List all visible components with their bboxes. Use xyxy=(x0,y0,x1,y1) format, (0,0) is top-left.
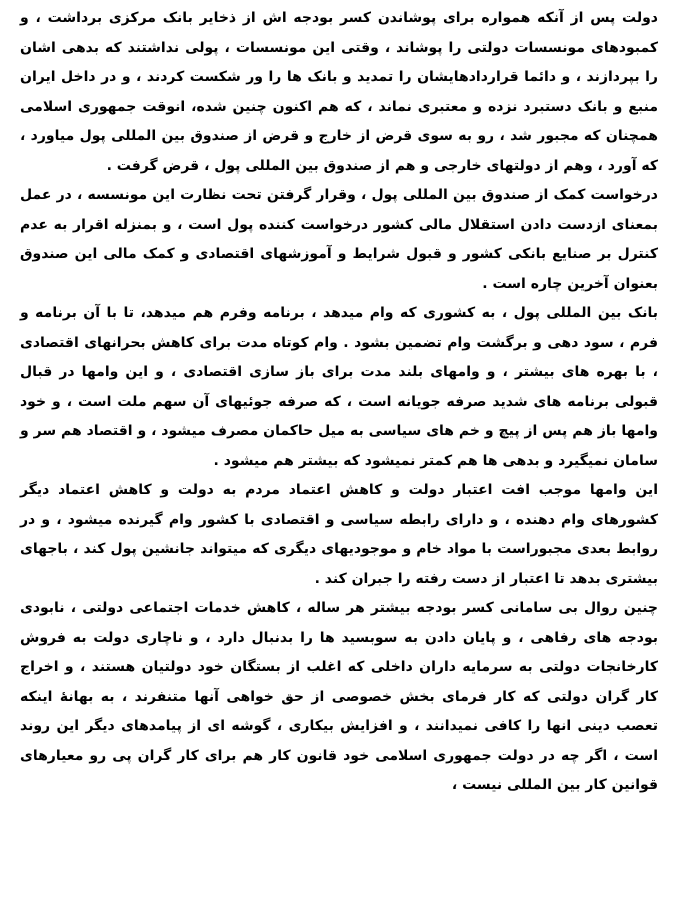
paragraph-2: درخواست کمک از صندوق بین المللی پول ، وقرار گرفتن تحت نظارت این مونسسه ، در عمل بمعنای ازدست دادن استقلال مالی کشور درخواست کننده پول است ، و بمنزله اقرار به عدم کنترل بر صنایع بانکی کشور و قبول شرایط و آموزشهای اقتصادی و کمک مالی این صندوق بعنوان آخرین چاره است . xyxy=(20,187,658,292)
paragraph-3: بانک بین المللی پول ، به کشوری که وام میدهد ، برنامه وفرم هم میدهد، تا با آن برنامه و فرم ، سود دهی و برگشت وام تضمین بشود . وام کوتاه مدت برای کاهش بحرانهای اقتصادی ، با بهره های بیشتر ، و وامهای بلند مدت برای باز سازی اقتصادی ، و این وامها در قبال قبولی برنامه های شدید صرفه جویانه است ، که صرفه جوئیهای آن سهم ملت است ، و خود وامها باز هم پس از پیچ و خم های سیاسی به میل حاکمان مصرف میشود ، و اقتصاد هم سر و سامان نمیگیرد و بدهی ها هم کمتر نمیشود که بیشتر هم میشود . xyxy=(20,305,658,469)
paragraph-4: این وامها موجب افت اعتبار دولت و کاهش اعتماد مردم به دولت و کاهش اعتماد دیگر کشورهای وام دهنده ، و دارای رابطه سیاسی و اقتصادی با کشور وام گیرنده میشود ، و در روابط بعدی مجبوراست با مواد خام و موجودیهای دیگری که میتواند جانشین پول کند ، باجهای بیشتری بدهد تا اعتبار از دست رفته را جبران کند . xyxy=(20,482,658,587)
paragraph-5: چنین روال بی سامانی کسر بودجه بیشتر هر ساله ، کاهش خدمات اجتماعی دولتی ، نابودی بودجه های رفاهی ، و پایان دادن به سوبسید ها را بدنبال دارد ، و ناچاری دولت به فروش کارخانجات دولتی به سرمایه داران داخلی که اغلب از بستگان خود دولتیان هستند ، و اخراج کار گران دولتی که کار فرمای بخش خصوصی از حق خواهی آنها متنفرند ، به بهانهٔ اینکه تعصب دینی انها را کافی نمیدانند ، و افزایش بیکاری ، گوشه ای از پیامدهای دیگر این روند است ، اگر چه در دولت جمهوری اسلامی خود قانون کار هم برای کار گران پی رو معیارهای قوانین کار بین المللی نیست ، xyxy=(20,600,658,793)
paragraph-1: دولت پس از آنکه همواره برای پوشاندن کسر بودجه اش از ذخایر بانک مرکزی برداشت ، و کمبودهای مونسسات دولتی را پوشاند ، وقتی این مونسسات ، پولی نداشتند که بدهی اشان را بپردازند ، و دائما قراردادهایشان را تمدید و بانک ها را ور شکست کردند ، و در داخل ایران منبع و بانک دستبرد نزده و معتبری نماند ، که هم اکنون چنین شده، انوقت جمهوری اسلامی همچنان که مجبور شد ، رو به سوی قرض از خارج و قرض از صندوق بین المللی پول میاورد ، که آورد ، وهم از دولتهای خارجی و هم از صندوق بین المللی پول ، قرض گرفت . xyxy=(20,10,658,174)
